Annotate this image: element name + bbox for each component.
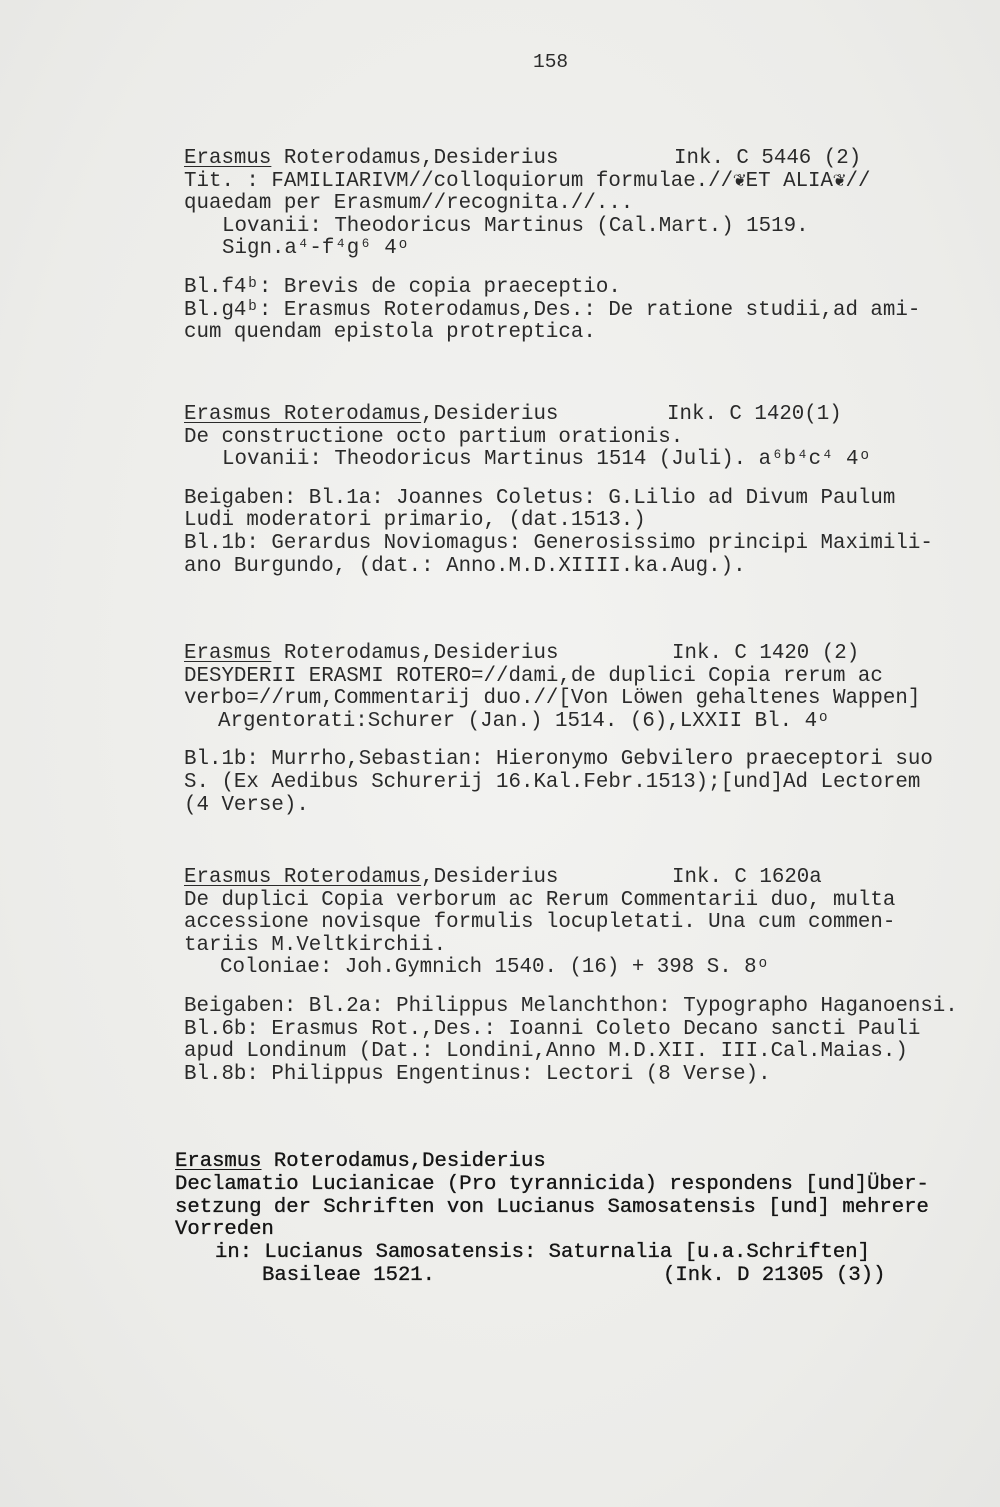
entry-heading [184,867,974,890]
heading-author-underlined: Erasmus Roterodamus [184,866,422,889]
note-line: Beigaben: Bl.1a: Joannes Coletus: G.Lilio ad Divum Paulum [184,486,896,510]
note-line: cum quendam epistola protreptica. [184,321,596,345]
source-line: in: Lucianus Samosatensis: Saturnalia [u.a.Schriften] [215,1241,870,1265]
note-line: (4 Verse). [184,793,309,817]
entry-heading [184,643,974,666]
entry-heading [184,148,974,171]
title-line: Declamatio Lucianicae (Pro tyrannicida) respondens [und]Über- [175,1172,929,1196]
shelfmark: (Ink. D 21305 (3)) [663,1263,886,1287]
note-line: Ludi moderatori primario, (dat.1513.) [184,509,646,533]
imprint-line: Coloniae: Joh.Gymnich 1540. (16) + 398 S. 8ᵒ [220,956,770,980]
catalog-entry [184,404,974,578]
title-line: accessione novisque formulis locupletati. Una cum commen- [184,911,896,935]
catalog-entry [175,1151,965,1288]
note-line: ano Burgundo, (dat.: Anno.M.D.XIIII.ka.Aug.). [184,554,746,578]
heading-author-underlined: Erasmus [184,642,272,665]
title-line: De constructione octo partium orationis. [184,425,684,449]
title-line: Vorreden [175,1218,274,1242]
title-line: quaedam per Erasmum//recognita.//... [184,192,634,216]
note-line: Beigaben: Bl.2a: Philippus Melanchthon: Typographo Haganoensi. [184,994,958,1018]
shelfmark: Ink. C 1420(1) [667,403,842,426]
title-line: tariis M.Veltkirchii. [184,933,447,957]
imprint-line: Lovanii: Theodoricus Martinus (Cal.Mart.) 1519. [222,214,809,238]
note-line: Bl.g4ᵇ: Erasmus Roterodamus,Des.: De ratione studii,ad ami- [184,298,921,322]
collation-line: Sign.a⁴-f⁴g⁶ 4ᵒ [222,237,410,261]
heading-author-underlined: Erasmus [184,147,272,170]
note-line: Bl.f4ᵇ: Brevis de copia praeceptio. [184,275,621,299]
title-line: setzung der Schriften von Lucianus Samosatensis [und] mehrere [175,1195,929,1219]
heading-author-rest: ,Desiderius [421,403,559,426]
shelfmark: Ink. C 5446 (2) [674,147,862,170]
imprint-line: Argentorati:Schurer (Jan.) 1514. (6),LXXII Bl. 4ᵒ [218,709,830,733]
title-line: De duplici Copia verborum ac Rerum Commentarii duo, multa [184,888,896,912]
heading-author-rest: Roterodamus,Desiderius [271,147,559,170]
heading-author-underlined: Erasmus Roterodamus [184,403,422,426]
title-line: verbo=//rum,Commentarij duo.//[Von Löwen gehaltenes Wappen] [184,687,921,711]
catalog-entry [184,148,974,345]
heading-author-rest: Roterodamus,Desiderius [271,642,559,665]
note-line: Bl.1b: Murrho,Sebastian: Hieronymo Gebvilero praeceptori suo [184,748,933,772]
page-number: 158 [533,51,569,73]
note-line: S. (Ex Aedibus Schurerij 16.Kal.Febr.1513);[und]Ad Lectorem [184,770,921,794]
note-line: Bl.8b: Philippus Engentinus: Lectori (8 Verse). [184,1062,771,1086]
shelfmark: Ink. C 1420 (2) [672,642,860,665]
title-line: DESYDERII ERASMI ROTERO=//dami,de duplici Copia rerum ac [184,664,883,688]
entry-heading [175,1151,965,1174]
place-year: Basileae 1521. [262,1263,436,1287]
title-line: Tit. : FAMILIARIVM//colloquiorum formulae.//❦ET ALIA❦// [184,169,871,193]
heading-author-rest: Roterodamus,Desiderius [261,1150,546,1173]
note-line: Bl.1b: Gerardus Noviomagus: Generosissimo principi Maximili- [184,531,933,555]
imprint-line [175,1265,965,1288]
catalog-entry [184,643,974,817]
heading-author-underlined: Erasmus [175,1150,262,1173]
heading-author-rest: ,Desiderius [421,866,559,889]
note-line: Bl.6b: Erasmus Rot.,Des.: Ioanni Coleto Decano sancti Pauli [184,1017,921,1041]
note-line: apud Londinum (Dat.: Londini,Anno M.D.XII. III.Cal.Maias.) [184,1040,908,1064]
entry-heading [184,404,974,427]
imprint-line: Lovanii: Theodoricus Martinus 1514 (Juli). a⁶b⁴c⁴ 4ᵒ [222,448,871,472]
catalog-entry [184,867,974,1086]
shelfmark: Ink. C 1620a [672,866,822,889]
